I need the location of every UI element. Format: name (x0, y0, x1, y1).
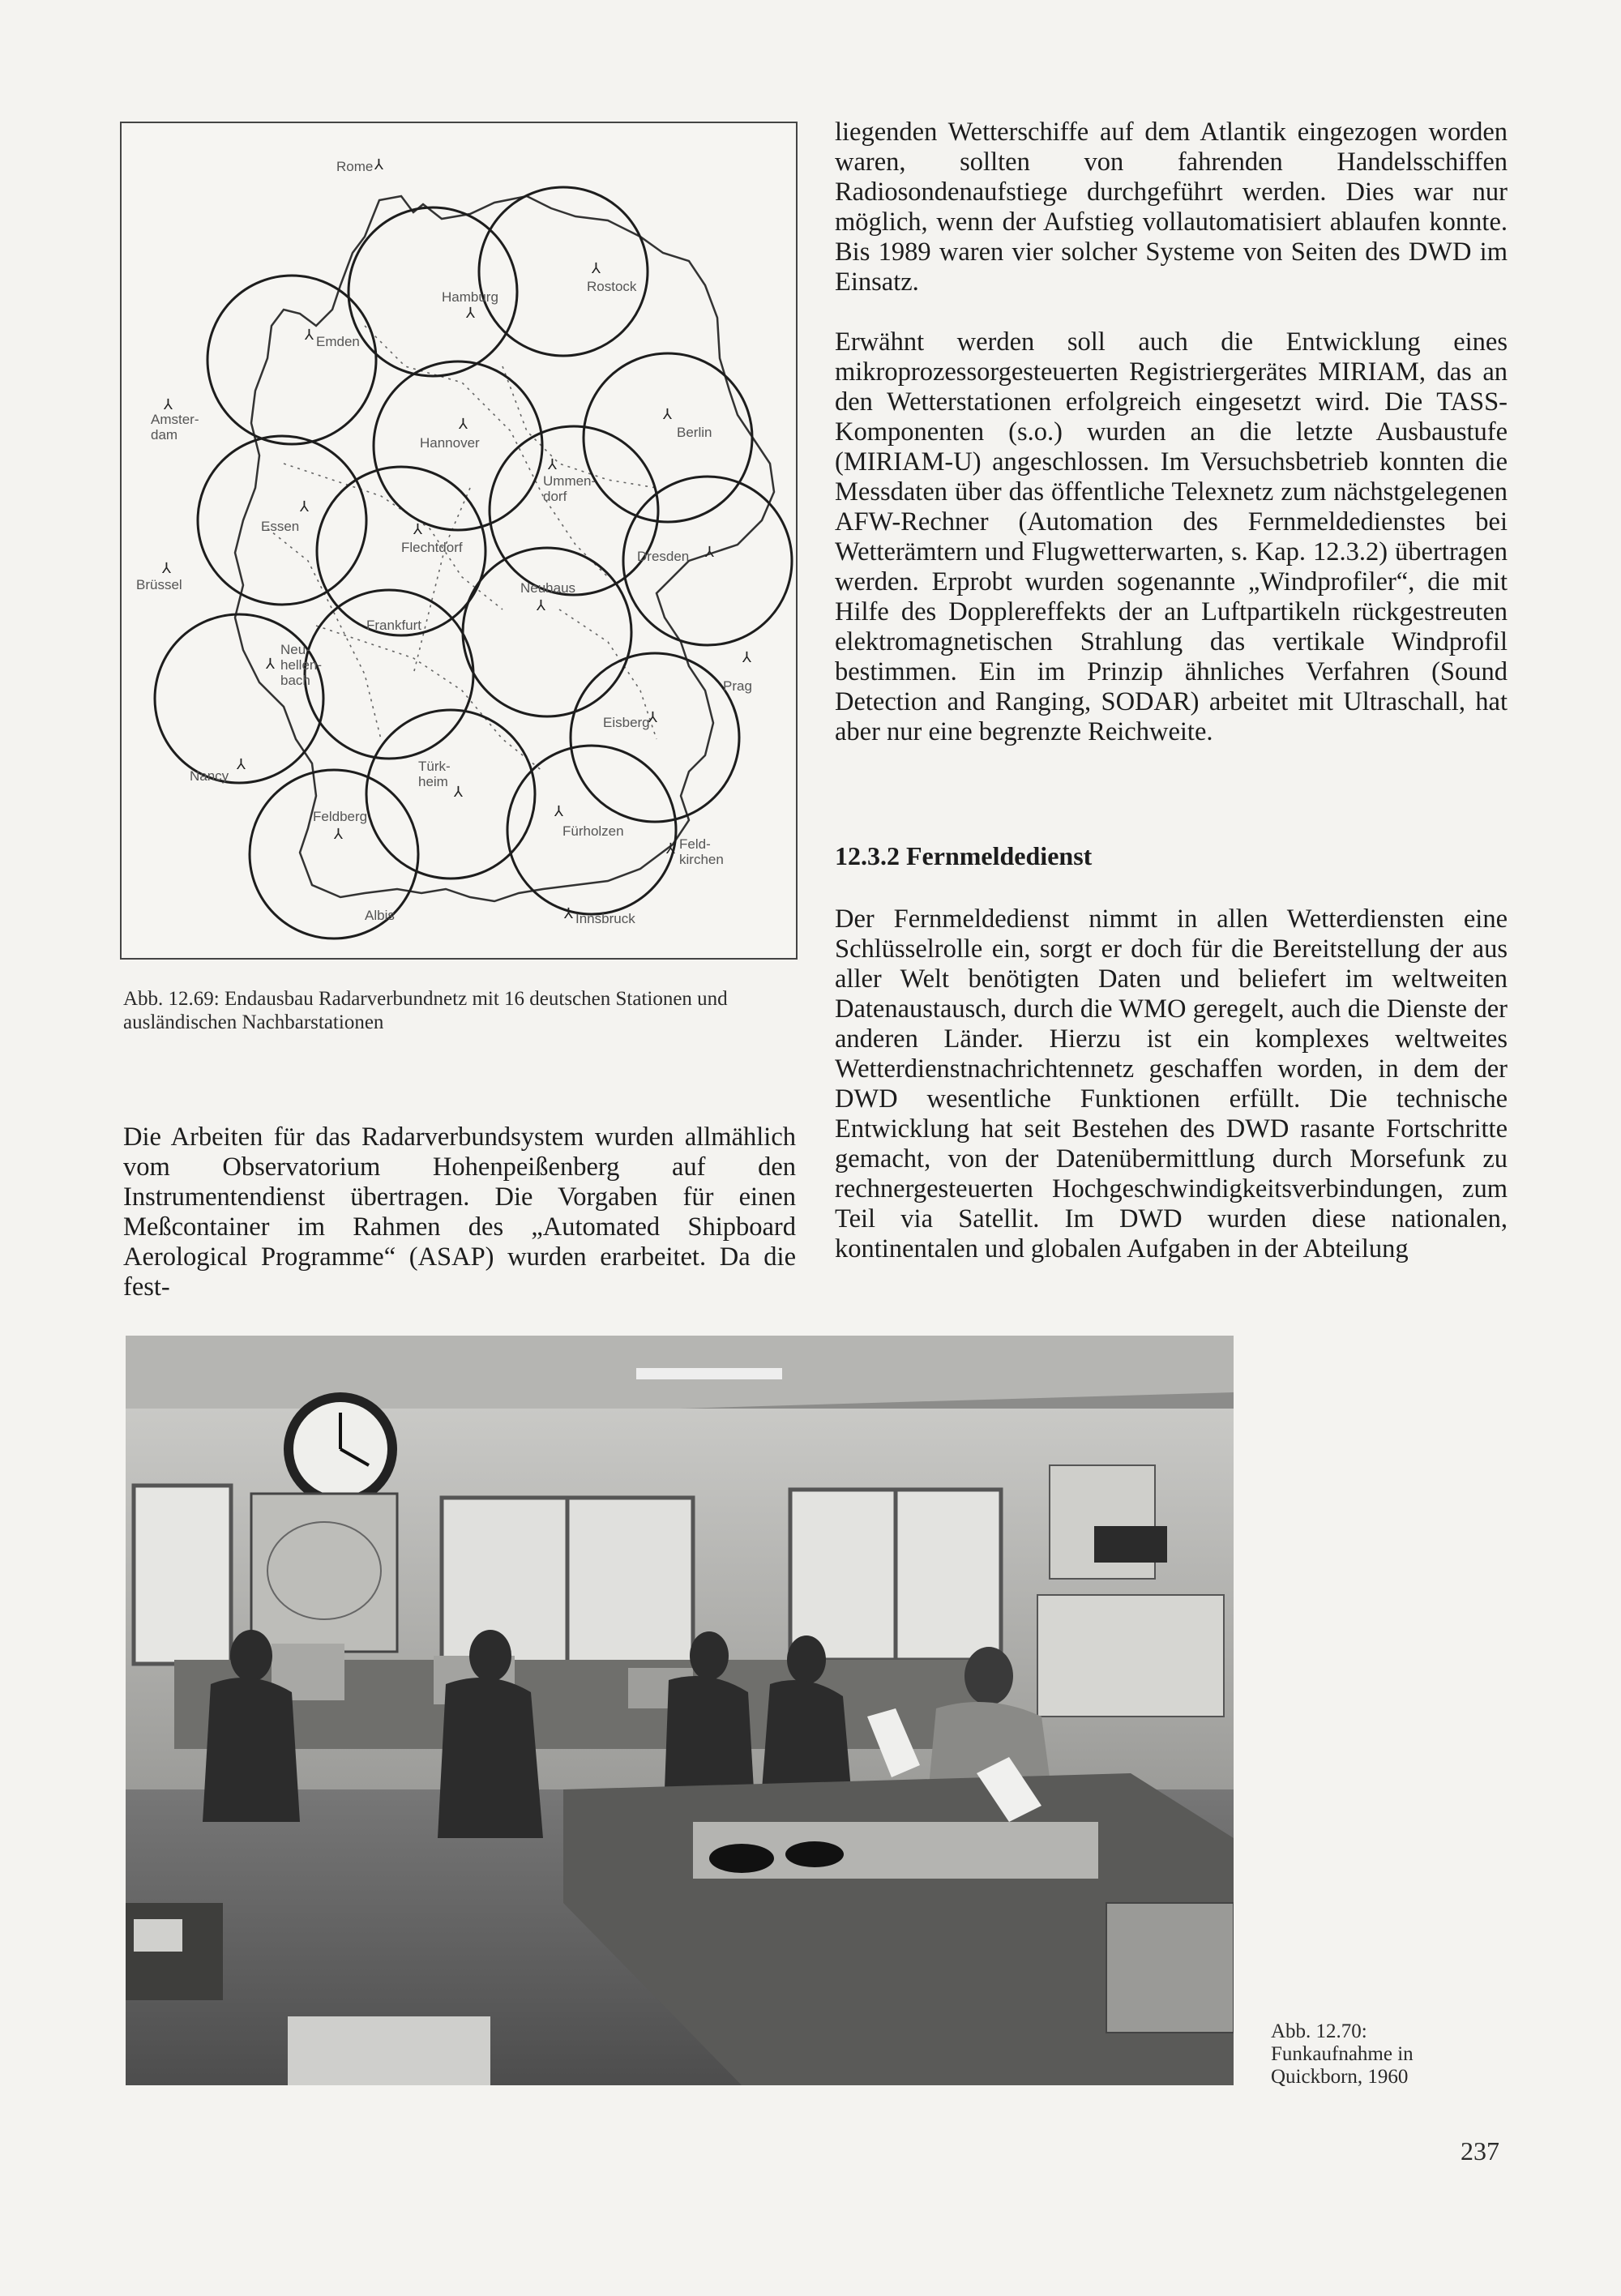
station-marker-feldberg: ⅄ (334, 826, 343, 842)
label-feldberg: Feldberg (313, 809, 368, 824)
figure-1270-caption: Abb. 12.70: Funkaufnahme in Quickborn, 1960 (1271, 2020, 1414, 2088)
page-number: 237 (1461, 2136, 1499, 2166)
station-marker-innsbruck: ⅄ (564, 905, 573, 921)
station-marker-emden: ⅄ (305, 327, 314, 343)
left-column-text (123, 1122, 796, 1302)
label-emden: Emden (316, 334, 360, 349)
label-albis: Albis (365, 908, 395, 923)
station-marker-rome: ⅄ (374, 156, 383, 173)
station-marker-hannover: ⅄ (459, 416, 468, 432)
station-marker-neuhaus: ⅄ (537, 597, 545, 614)
label-bruessel: Brüssel (136, 577, 182, 592)
label-berlin: Berlin (677, 425, 712, 440)
label-innsbruck: Innsbruck (575, 911, 635, 926)
station-marker-prag: ⅄ (742, 649, 751, 665)
station-marker-amsterdam: ⅄ (164, 396, 173, 413)
station-marker-flechtdorf: ⅄ (413, 521, 422, 537)
right-paragraph-1: liegenden Wetterschiffe auf dem Atlantik eingezogen worden waren, sollten von fahrenden Handelsschiffen Radiosondenaufstiege durchgeführt werden. Dies war nur möglich, wenn der Aufstieg vollautomatisiert ablaufen konnte. Bis 1989 waren vier solcher Systeme von Seiten des DWD im Einsatz. (835, 118, 1508, 297)
label-tuerkheim: Türk- heim (418, 759, 451, 789)
label-ummendorf: Ummen- dorf (543, 473, 597, 504)
label-flechtdorf: Flechtdorf (401, 540, 463, 555)
station-marker-fuerholzen: ⅄ (554, 803, 563, 819)
label-neuhaus: Neuhaus (520, 580, 576, 596)
label-amsterdam: Amster- dam (151, 412, 199, 443)
label-frankfurt: Frankfurt (366, 618, 422, 633)
station-marker-neuhelenbach: ⅄ (266, 656, 275, 672)
label-fuerholzen: Fürholzen (562, 823, 624, 839)
station-marker-rostock: ⅄ (592, 260, 601, 276)
station-marker-berlin: ⅄ (663, 406, 672, 422)
label-feldkirchen: Feld- kirchen (679, 836, 724, 867)
label-nancy: Nancy (190, 768, 229, 784)
label-rostock: Rostock (587, 279, 637, 294)
label-prag: Prag (723, 678, 752, 694)
station-marker-bruessel: ⅄ (162, 560, 171, 576)
station-marker-hamburg: ⅄ (466, 305, 475, 321)
label-neuhelenbach: Neu- hellen- bach (280, 642, 323, 688)
label-rome: Rome (336, 159, 374, 174)
station-marker-essen: ⅄ (300, 498, 309, 515)
label-essen: Essen (261, 519, 300, 534)
photo-rendering (126, 1336, 1234, 2085)
right-paragraph-2: Erwähnt werden soll auch die Entwicklung eines mikroprozessorgesteuerten Registriergerätes MIRIAM, das an den Wetterstationen erfolgreich eingesetzt wird. Die TASS-Komponenten (s.o.) wurden an die letzte Ausbaustufe (MIRIAM-U) angeschlossen. Im Versuchsbetrieb konnten die Messdaten über das öffentliche Telexnetz zum nächstgelegenen AFW-Rechner (Automation des Fernmeldedienstes bei Wetterämtern und Flugwetterwarten, s. Kap. 12.3.2) übertragen werden. Erprobt wurden sogenannte „Windprofiler“, die mit Hilfe des Dopplereffekts der an Luftpartikeln rückgestreuten elektromagnetischen Strahlung das vertikale Windprofil bestimmen. Ein im Prinzip ähnliches Verfahren (Sound Detection and Ranging, SODAR) arbeitet mit Ultraschall, hat aber nur eine begrenzte Reichweite. (835, 327, 1508, 746)
section-text (835, 904, 1508, 1264)
radar-network-map (120, 122, 798, 960)
label-hannover: Hannover (420, 435, 480, 451)
radio-room-photo (126, 1336, 1234, 2085)
label-eisberg: Eisberg (603, 715, 650, 730)
station-marker-feldkirchen: ⅄ (666, 840, 675, 857)
label-dresden: Dresden (637, 549, 690, 564)
station-marker-dresden: ⅄ (705, 544, 714, 560)
station-marker-ummendorf: ⅄ (548, 456, 557, 472)
station-marker-tuerkheim: ⅄ (454, 784, 463, 800)
left-paragraph: Die Arbeiten für das Radarverbundsystem wurden allmählich vom Observatorium Hohenpeißenberg auf den Instrumentendienst übertragen. Die Vorgaben für einen Meßcontainer im Rahmen des „Automated Shipboard Aerological Programme“ (ASAP) wurden erarbeitet. Da die fest- (123, 1122, 796, 1302)
figure-1269-caption: Abb. 12.69: Endausbau Radarverbundnetz mit 16 deutschen Stationen und ausländischen Nachbarstationen (123, 988, 728, 1033)
station-marker-eisberg: ⅄ (648, 709, 657, 725)
section-heading: 12.3.2 Fernmeldedienst (835, 841, 1093, 870)
section-paragraph: Der Fernmeldedienst nimmt in allen Wetterdiensten eine Schlüsselrolle ein, sorgt er doch für die Bereitstellung der aus aller Welt benötigten Daten und beliefert im weltweiten Datenaustausch, durch die WMO geregelt, auch die Dienste der anderen Länder. Hierzu ist ein komplexes weltweites Wetterdienstnachrichtennetz geschaffen worden, in dem der DWD wesentliche Funktionen erfüllt. Die technische Entwicklung hat seit Bestehen des DWD rasante Fortschritte gemacht, von der Datenübermittlung durch Morsefunk zu rechnergesteuerten Hochgeschwindigkeitsverbindungen, zum Teil via Satellit. Im DWD wurden diese nationalen, kontinentalen und globalen Aufgaben in der Abteilung (835, 904, 1508, 1263)
label-hamburg: Hamburg (442, 289, 498, 305)
right-column-text (835, 118, 1508, 747)
station-marker-nancy: ⅄ (237, 756, 246, 772)
